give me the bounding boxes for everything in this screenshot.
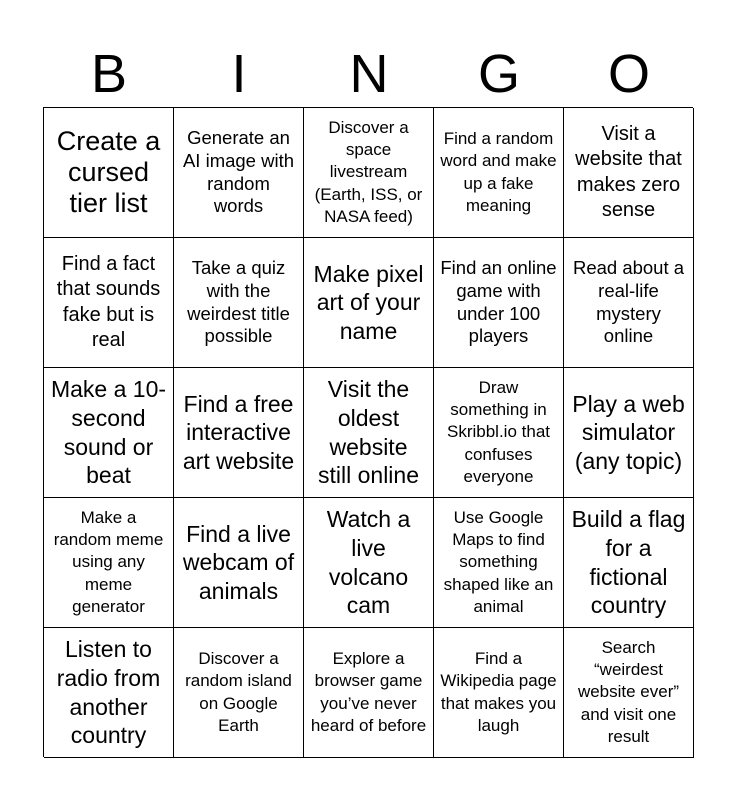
bingo-board [43,107,693,757]
bingo-cell[interactable] [174,238,304,368]
bingo-cell[interactable] [564,238,694,368]
cell-text: Draw something in Skribbl.io that confuses everyone [447,378,550,486]
cell-text: Find a random word and make up a fake meaning [440,129,557,215]
bingo-cell[interactable] [44,498,174,628]
cell-text: Discover a random island on Google Earth [185,649,292,735]
bingo-cell[interactable] [304,498,434,628]
cell-text: Find a fact that sounds fake but is real [56,253,161,351]
bingo-cell[interactable] [304,628,434,758]
bingo-cell[interactable] [44,368,174,498]
cell-text: Generate an AI image with random words [182,127,295,217]
cell-text: Use Google Maps to find something shaped like an animal [443,508,554,616]
cell-text: Visit a website that makes zero sense [575,123,682,221]
header-letter-o: O [607,44,650,104]
cell-text: Build a flag for a fictional country [571,506,686,619]
bingo-cell[interactable] [304,108,434,238]
bingo-cell[interactable] [174,368,304,498]
cell-text: Make a 10-second sound or beat [50,376,167,489]
bingo-header [44,40,694,108]
cell-text: Read about a real-life mystery online [572,257,685,347]
cell-text: Find a live webcam of animals [182,520,295,604]
bingo-cell[interactable] [434,238,564,368]
bingo-cell[interactable] [304,368,434,498]
cell-text: Find a Wikipedia page that makes you laugh [440,649,557,735]
bingo-cell[interactable] [434,628,564,758]
bingo-cell[interactable] [564,368,694,498]
bingo-cell[interactable] [564,108,694,238]
cell-text: Make a random meme using any meme generator [53,508,164,616]
bingo-cell[interactable] [174,628,304,758]
bingo-cell[interactable] [174,108,304,238]
cell-text: Take a quiz with the weirdest title possible [187,257,290,347]
bingo-cell[interactable] [304,238,434,368]
cell-text: Make pixel art of your name [313,260,424,344]
bingo-cell[interactable] [434,498,564,628]
cell-text: Create a cursed tier list [56,125,161,219]
bingo-cell[interactable] [564,498,694,628]
bingo-cell[interactable] [434,368,564,498]
cell-text: Discover a space livestream (Earth, ISS, or NASA feed) [314,118,423,226]
bingo-cell[interactable] [44,628,174,758]
cell-text: Find a free interactive art website [182,390,295,474]
header-letter-g: G [477,44,520,104]
cell-text: Play a web simulator (any topic) [572,390,685,474]
bingo-cell[interactable] [174,498,304,628]
header-letter-n: N [349,44,389,104]
cell-text: Search “weirdest website ever” and visit one result [577,638,680,746]
header-letter-b: B [90,44,128,104]
cell-text: Listen to radio from another country [56,636,161,749]
bingo-cell[interactable] [44,108,174,238]
bingo-cell[interactable] [44,238,174,368]
header-letter-i: I [231,44,247,104]
cell-text: Watch a live volcano cam [326,506,411,619]
cell-text: Find an online game with under 100 players [440,257,557,347]
bingo-cell[interactable] [564,628,694,758]
cell-text: Explore a browser game you’ve never heard of before [310,649,427,735]
bingo-cell[interactable] [434,108,564,238]
cell-text: Visit the oldest website still online [318,376,419,489]
